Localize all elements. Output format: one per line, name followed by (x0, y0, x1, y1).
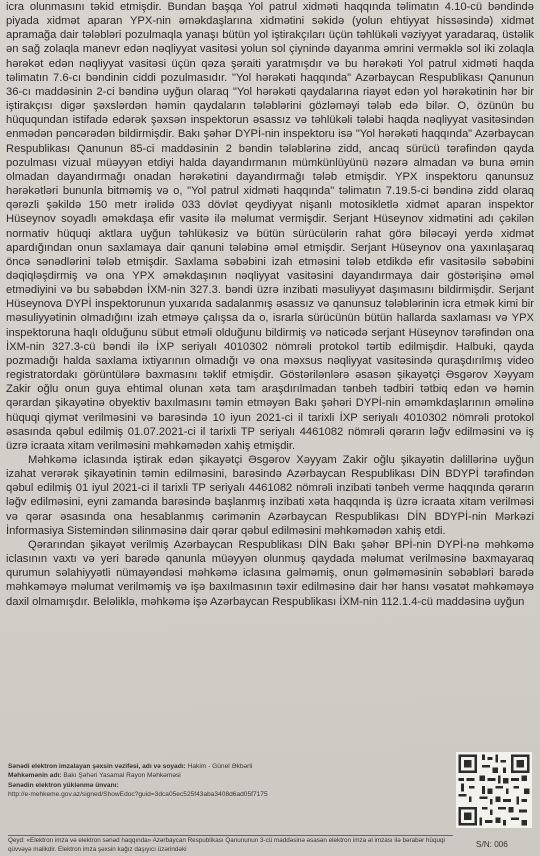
decision-body-text (6, 0, 534, 609)
signer-label: Sənədi elektron imzalayan şəxsin vəzifəsi, adı və soyadı: (8, 763, 186, 770)
court-label: Məhkəmənin adı: (8, 772, 62, 780)
signature-footer (8, 762, 448, 800)
qr-code-icon (456, 752, 532, 828)
legal-note: Qeyd: «Elektron imza və elektron sənəd haqqında» Azərbaycan Respublikası Qanununun 3-cü maddəsinə əsasən elektron imza əl imzası ilə bərabər hüquqi qüvvəyə malikdir. Elektron imza şəxsin kağız daşıyıcı üzərindəki (8, 837, 445, 853)
court-line (8, 771, 448, 780)
court-value: Bakı Şəhəri Yasamal Rayon Məhkəməsi (63, 772, 181, 780)
signer-value: Hakim - Günel Əkbərli (187, 763, 253, 770)
footer-divider (8, 835, 453, 836)
serial-number: S/N: 006 (476, 840, 508, 849)
paragraph-hearing: Məhkəmə iclasında iştirak edən şikayətçi Əsgərov Xəyyam Zakir oğlu şikayətin dəlillərinə uyğun izahat verərək şikayətinin təmin edilməsini, barəsində Azərbaycan Respublikası DİN BDYPİ tərəfindən qəbul edilmiş 01 iyul 2021-ci il tarixli TP seriyalı 4461082 nömrəli inzibati tənbeh verme haqqında qərarın ləğv edilməsini, eyni zamanda barəsində başlanmış inzibati xəta haqqında iş üzrə icraata xitam verilməsi və qərar əsasında ona hesablanmış cərimənin Azərbaycan Respublikası DİN BDYPİ-nin Mərkəzi İnformasiya Sistemindən silinməsinə dair qərar qəbul edilməsini məhkəmədən xahiş etdi. (6, 454, 534, 537)
paragraph-absence: Qərarından şikayət verilmiş Azərbaycan Respublikası DİN Bakı şəhər BPİ-nin DYPİ-nə məhkəmə iclasının vaxtı və yeri barədə qanunla müəyyən olunmuş qaydada məlumat verilməsinə baxmayaraq qurumun səlahiyyətli nümayəndəsi məhkəmə iclasına gəlməmiş, onun gəlməməsinin səbəbləri barədə məhkəməyə məlumat verilməmiş və işə baxılmasının təxir edilməsinə dair hər hansı vəsatət məhkəməyə daxil olmamışdır. Beləliklə, məhkəmə işə Azərbaycan Respublikası İXM-nin 112.1.4-cü maddəsinə uyğun (6, 538, 534, 608)
paragraph-complaint: icra olunmasını təkid etmişdir. Bundan başqa Yol patrul xidməti haqqında təlimatın 4.10-cü bəndində piyada xidmət aparan YPX-nin əməkdaşlarına xidmətini səkidə (yolun ehtiyyat hissəsində) xidmət apramağa dair tələbləri pozulmaqla yanaşı bütün yol iştirakçıları üçün təhlükəli vəziyyət yaradaraq, üstəlik ən sağ zolaqla manevr edən nəqliyyat vasitəsi yolun sol çiynində dayanma əmrini verməklə sol iki zolaqla hərəkət edən nəqliyyat vasitəsi üçün qəza şəraiti yaratmışdır və bu hərəkəti Yol patrul xidməti haqda təlimatın 7.6-cı bəndinin ciddi pozulmasıdır. "Yol hərəkəti haqqında" Azərbaycan Respublikası Qanunun 36-cı maddəsinin 2-ci bəndinə uyğun olaraq "Yol hərəkəti qaydalarına riayət edən yol hərəkətinin hər bir iştirakçısı digər şəxslərdən həmin qaydaların tələblərini gözləməyi tələb edə bilər. O, özünün bu hüququndan istifadə edərək şəxsən inspektorun əsassız və təhlükəli tələbi haqda nəqliyyat vasitəsindən enmədən pəncərədən bildirmişdir. Bakı şəhər DYPİ-nin inspektoru isə "Yol hərəkəti haqqında" Azərbaycan Respublikası Qanunun 85-ci maddəsinin 2 bəndin tələblərinə zidd, ancaq sürücü tərəfindən qayda pozulması vizual müəyyən etdiyi halda dayandırmanın mümkünlüyünü nəzərə almadan və buna əmin olmadan dayandırmağı onadan hərəkətini dayandırmağı tələb etmişdir. YPX inspektoru qanunsuz hərəkətləri bununla bitməmiş və o, "Yol patrul xidməti haqqında" təlimatın 7.19.5-ci bəndinə zidd olaraq qərəzli şəkildə 150 metr irəlidə 033 dövlət qeydiyyat nişanlı motosikletlə xidmət aparan inspektor Hüseynov soyadlı əməkdaşa efir vasitə ilə məlumat vermişdir. Serjant Hüseynov xidmətini adı çəkilən normativ hüquqi aktlara uyğun təhlükəsiz və bütün sürücülərin rahat görə biləcəyi yerdə xidmət apardığından onun saxlamaya dair qanuni tələbinə əməl etmişdir. Serjant Hüseynov ona yaxınlaşaraq öncə sənədlərini tələb etmişdir. Saxlama səbəbini izah etməsini tələb etdikdə efir vasitəsilə səbəbini dəqiqləşdirmiş və ona YPX əməkdaşının nəqliyyat vasitəsini dayandırmaya dair göstərişinə əməl etmədiyini və bu səbəbdən İXM-nin 327.3. bəndi üzrə inzibati məsuliyyət daşımasını bildirmişdir. Serjant Hüseynova DYPİ inspektorunun yuxarıda sadalanmış əsassız və qanunsuz tələblərinin icra etmək kimi bir məsuliyyətinin olmadığını izah etməyə çalışsa da o, israrla sürücünün bütün hallarda saxlaması və YPX inspektoruna haqlı olduğunu sübut etməli olduğunu bildirmiş və nəticədə serjant Hüseynov tərəfindən ona İXM-nin 327.3-cü bəndi ilə İXP seriyalı 4010302 nömrəli protokol tərtib edilmişdir. Halbuki, qayda pozmadığı halda saxlama ixtiyarının olmadığı və ona məxsus nəqliyyat vasitəsində quraşdırılmış video registratordakı görüntülərə baxmasını təklif etmişdir. Göstərilənlərə əsasən şikayətçi Əsgərov Xəyyam Zakir oğlu onun guya ehtimal olunan xəta tam araşdırılmadan tənbeh tədbiri tətbiq edən və həmin qərardan şikayətinə obyektiv baxılmasını təmin etməyən Bakı şəhəri DYPİ-nin əməmkdaşlarının əməlinə hüquqi qiymət verilməsini və barəsində 10 iyun 2021-ci il tarixli İXP seriyalı 4010302 nömrəli protokol əsasında qəbul edilmiş 01.07.2021-ci il tarixli TP seriyalı 4461082 nömrəli qərarın ləğv edilməsini və iş üzrə icraata xitam verilməsini məhkəmədən xahiş etmişdir. (6, 1, 534, 452)
signer-line (8, 762, 448, 771)
document-url[interactable]: http://e-mehkeme.gov.az/signed/ShowEdoc?guid=3dca05ec525f43aba3408d6ad05f7175 (8, 791, 268, 799)
url-label: Sənədin elektron yüklənmə ünvanı: (8, 781, 119, 789)
